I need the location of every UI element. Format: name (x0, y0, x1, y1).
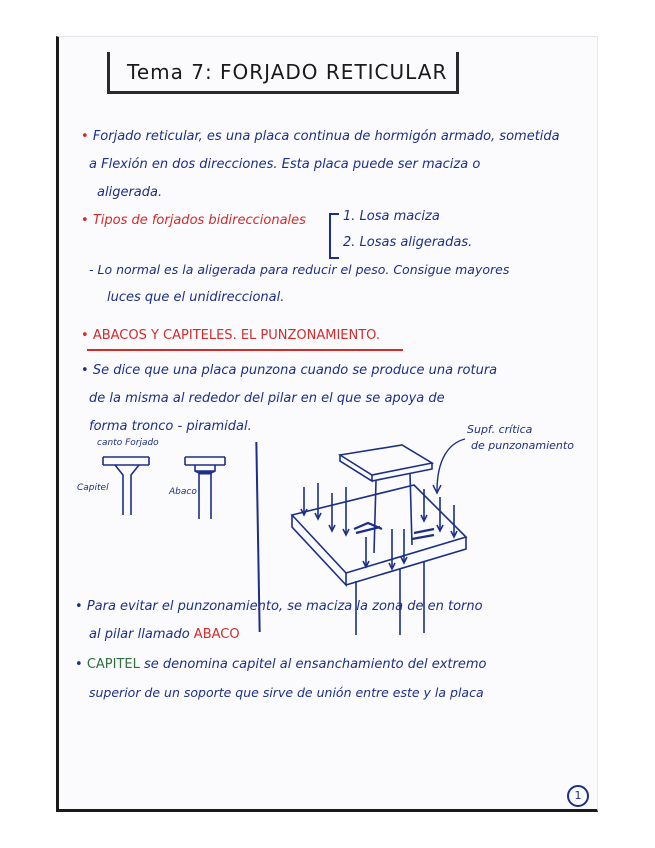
tipos-label (81, 213, 306, 228)
capitel-term: CAPITEL (86, 657, 140, 672)
punz-line1-text: Se dice que una placa punzona cuando se produce una rotura (92, 363, 498, 378)
normal-line1: - Lo normal es la aligerada para reducir el peso. Consigue mayores (89, 262, 510, 277)
section-heading-text: ABACOS Y CAPITELES. EL PUNZONAMIENTO. (92, 328, 381, 343)
capitel-line2: superior de un soporte que sirve de unión entre este y la placa (89, 685, 484, 700)
para1-line3: aligerada. (97, 185, 163, 200)
capitel-label: Capitel (77, 483, 109, 493)
punz-line2: de la misma al rededor del pilar en el que se apoya de (89, 391, 445, 406)
abaco-label: Abaco (169, 487, 197, 497)
punz-line1 (81, 363, 497, 378)
bullet: • (75, 657, 83, 672)
para1-line2: a Flexión en dos direcciones. Esta placa puede ser maciza o (89, 157, 481, 172)
punz-line3: forma tronco - piramidal. (89, 419, 252, 434)
evitar-line2-text: al pilar llamado (89, 627, 190, 642)
bullet: • (81, 213, 89, 228)
bullet: • (81, 129, 89, 144)
evitar-line1-text: Para evitar el punzonamiento, se maciza la zona de en torno (86, 599, 483, 614)
bullet: • (81, 328, 89, 343)
para1-line1 (81, 129, 560, 144)
abaco-term: ABACO (193, 627, 240, 642)
tipos-item-1: 1. Losa maciza (343, 209, 440, 224)
bullet: • (75, 599, 83, 614)
capitel-line1 (75, 657, 487, 672)
tipos-bracket (329, 213, 339, 259)
evitar-line2 (89, 627, 240, 642)
page-number: 1 (567, 785, 589, 807)
page-title: Tema 7: FORJADO RETICULAR (127, 60, 448, 84)
para1-line1-text: Forjado reticular, es una placa continua de hormigón armado, sometida (92, 129, 560, 144)
supf-label-line1: Supf. crítica (467, 423, 533, 436)
normal-line2: luces que el unidireccional. (107, 290, 285, 305)
notebook-page (56, 36, 598, 812)
section-underline (87, 349, 403, 351)
tipos-item-2: 2. Losas aligeradas. (343, 235, 473, 250)
capitel-line1-text: se denomina capitel al ensanchamiento del extremo (144, 657, 487, 672)
tipos-label-text: Tipos de forjados bidireccionales (92, 213, 306, 228)
section-heading (81, 328, 380, 343)
bullet: • (81, 363, 89, 378)
canto-label: canto Forjado (97, 438, 159, 448)
evitar-line1 (75, 599, 483, 614)
supf-pointer-arrow (431, 435, 471, 495)
supf-label-line2: de punzonamiento (471, 439, 574, 452)
